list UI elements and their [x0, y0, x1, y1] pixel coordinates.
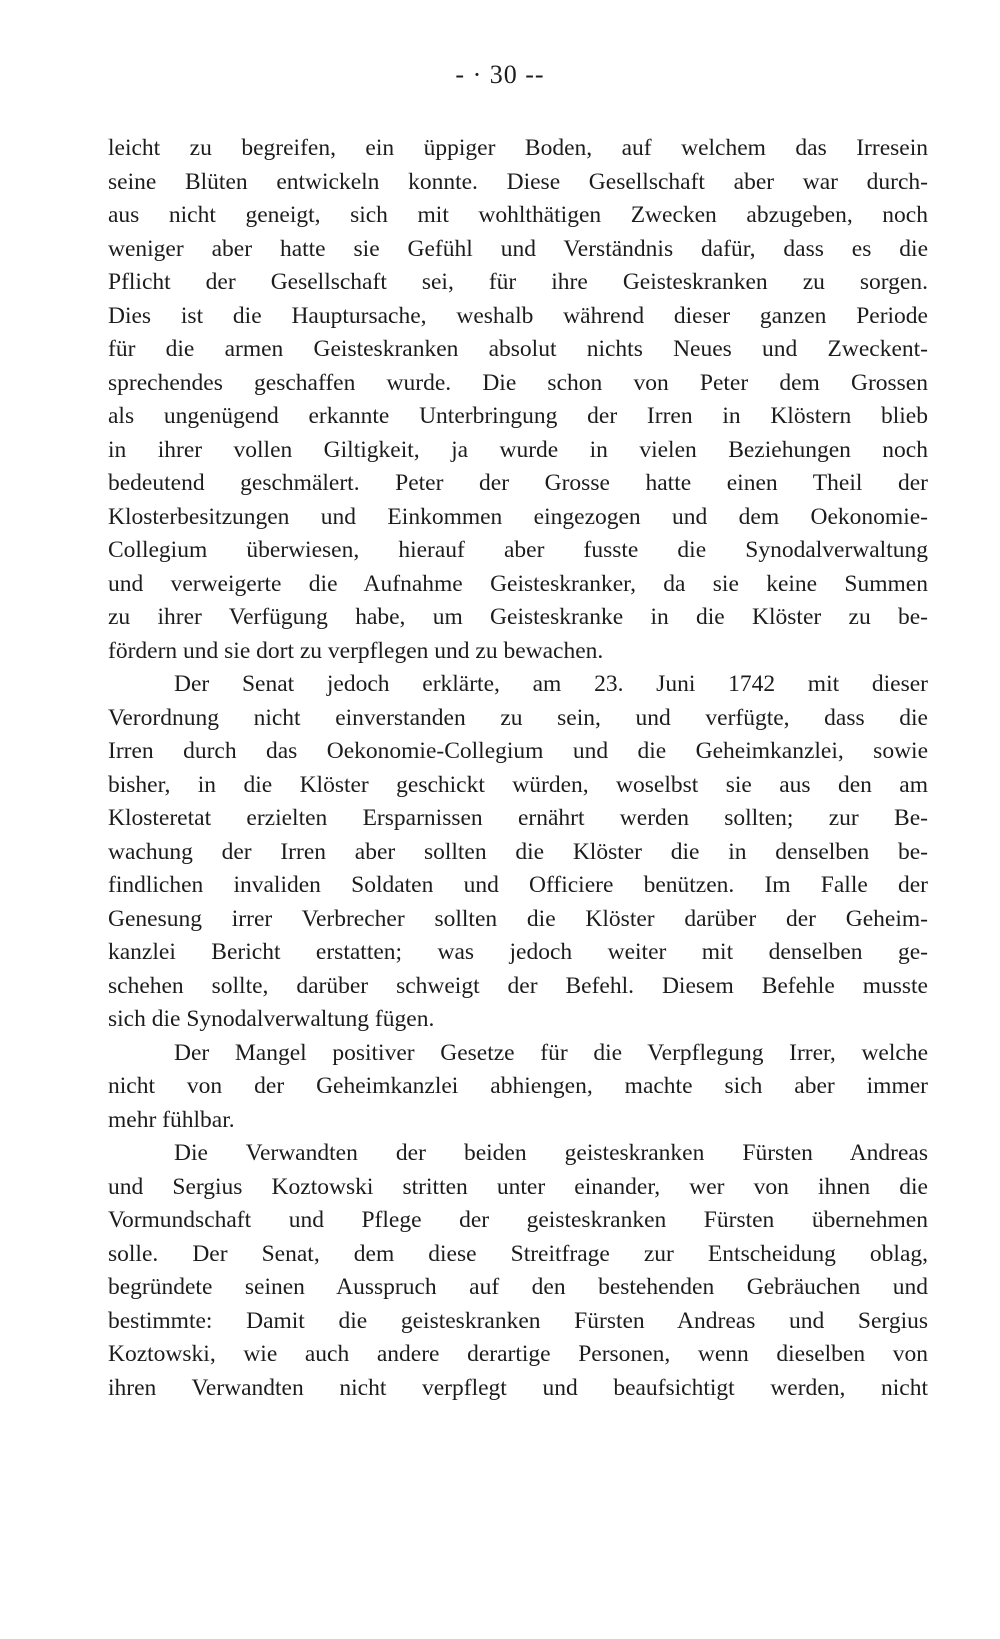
paragraph	[108, 668, 928, 1037]
text-line: Vormundschaft und Pflege der geisteskranken Fürsten übernehmen	[108, 1207, 928, 1233]
text-line: Koztowski, wie auch andere derartige Personen, wenn dieselben von	[108, 1341, 928, 1367]
text-line: seine Blüten entwickeln konnte. Diese Gesellschaft aber war durch-	[108, 168, 928, 195]
text-line: findlichen invaliden Soldaten und Officiere benützen. Im Falle der	[108, 872, 928, 898]
text-line: sich die Synodalverwaltung fügen.	[108, 1006, 435, 1032]
text-line: Die Verwandten der beiden geisteskranken Fürsten Andreas	[174, 1140, 928, 1166]
text-line: Der Mangel positiver Gesetze für die Verpflegung Irrer, welche	[174, 1039, 928, 1066]
text-line: Der Senat jedoch erklärte, am 23. Juni 1742 mit dieser	[174, 671, 928, 697]
text-line: begründete seinen Ausspruch auf den bestehenden Gebräuchen und	[108, 1274, 928, 1300]
text-line: bedeutend geschmälert. Peter der Grosse hatte einen Theil der	[108, 470, 928, 496]
text-line: Irren durch das Oekonomie-Collegium und die Geheimkanzlei, sowie	[108, 738, 928, 764]
text-line: als ungenügend erkannte Unterbringung der Irren in Klöstern blieb	[108, 403, 928, 429]
text-line: Klosteretat erzielten Ersparnissen ernährt werden sollten; zur Be-	[108, 805, 928, 831]
text-line: kanzlei Bericht erstatten; was jedoch weiter mit denselben ge-	[108, 939, 928, 965]
text-line: leicht zu begreifen, ein üppiger Boden, auf welchem das Irresein	[108, 135, 928, 161]
text-line: und verweigerte die Aufnahme Geisteskranker, da sie keine Summen	[108, 570, 928, 597]
page-number: - · 30 --	[455, 60, 545, 89]
paragraph	[108, 1037, 928, 1138]
text-line: zu ihrer Verfügung habe, um Geisteskranke in die Klöster zu be-	[108, 604, 928, 630]
text-line: weniger aber hatte sie Gefühl und Verständnis dafür, dass es die	[108, 235, 928, 262]
text-line: fördern und sie dort zu verpflegen und zu bewachen.	[108, 637, 604, 664]
text-line: nicht von der Geheimkanzlei abhiengen, machte sich aber immer	[108, 1073, 928, 1099]
text-line: Klosterbesitzungen und Einkommen eingezogen und dem Oekonomie-	[108, 503, 928, 530]
text-line: für die armen Geisteskranken absolut nichts Neues und Zweckent-	[108, 336, 928, 362]
text-line: Verordnung nicht einverstanden zu sein, und verfügte, dass die	[108, 704, 928, 731]
text-line: ihren Verwandten nicht verpflegt und beaufsichtigt werden, nicht	[108, 1374, 928, 1401]
text-line: Pflicht der Gesellschaft sei, für ihre Geisteskranken zu sorgen.	[108, 269, 928, 295]
text-line: mehr fühlbar.	[108, 1106, 235, 1133]
text-line: Dies ist die Hauptursache, weshalb während dieser ganzen Periode	[108, 302, 928, 329]
text-line: Genesung irrer Verbrecher sollten die Klöster darüber der Geheim-	[108, 905, 928, 932]
text-line: bisher, in die Klöster geschickt würden, woselbst sie aus den am	[108, 771, 928, 798]
text-line: Collegium überwiesen, hierauf aber fusste die Synodalverwaltung	[108, 537, 928, 563]
body-text	[108, 132, 928, 1405]
text-line: in ihrer vollen Giltigkeit, ja wurde in vielen Beziehungen noch	[108, 436, 928, 463]
text-line: solle. Der Senat, dem diese Streitfrage zur Entscheidung oblag,	[108, 1240, 928, 1267]
text-line: und Sergius Koztowski stritten unter einander, wer von ihnen die	[108, 1173, 928, 1200]
text-line: aus nicht geneigt, sich mit wohlthätigen Zwecken abzugeben, noch	[108, 202, 928, 228]
paragraph	[108, 1137, 928, 1405]
text-line: sprechendes geschaffen wurde. Die schon von Peter dem Grossen	[108, 369, 928, 396]
text-line: bestimmte: Damit die geisteskranken Fürsten Andreas und Sergius	[108, 1307, 928, 1334]
text-line: schehen sollte, darüber schweigt der Befehl. Diesem Befehle musste	[108, 972, 928, 999]
text-line: wachung der Irren aber sollten die Klöster die in denselben be-	[108, 838, 928, 865]
paragraph	[108, 132, 928, 668]
